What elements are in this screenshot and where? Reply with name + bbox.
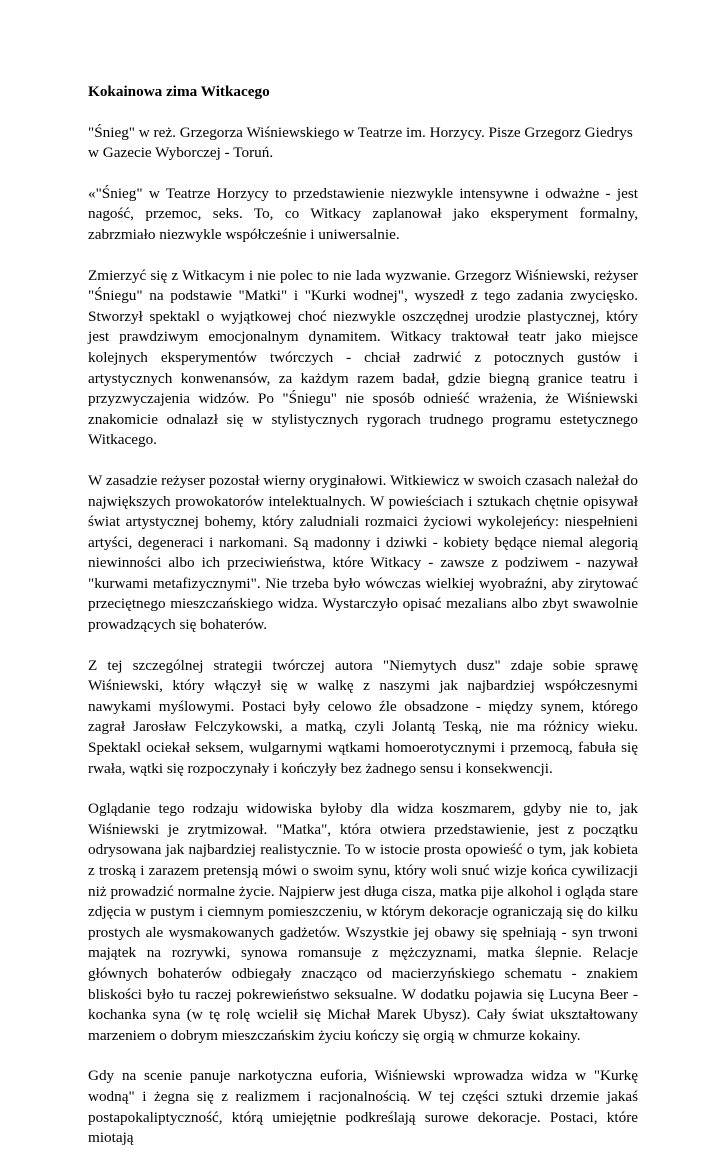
paragraph: Gdy na scenie panuje narkotyczna euforia, Wiśniewski wprowadza widza w "Kurkę wodną" i żegna się z realizmem i racjonalnością. W tej części sztuki drzemie jakaś postapokaliptyczność, którą umiejętnie podkreślają surowe dekoracje. Postaci, które miotają <box>88 1067 638 1147</box>
paragraph: W zasadzie reżyser pozostał wierny oryginałowi. Witkiewicz w swoich czasach należał do największych prowokatorów intelektualnych. W powieściach i sztukach chętnie opisywał świat artystycznej bohemy, który zaludniali rozmaici życiowi wykolejeńcy: niespełnieni artyści, degeneraci i narkomani. Są madonny i dziwki - kobiety będące niemal alegorią niewinności albo ich przeciwieństwa, które Witkacy - zawsze z podziwem - nazywał "kurwami metafizycznymi". Nie trzeba było wówczas wielkiej wyobraźni, aby zirytować przeciętnego mieszczańskiego widza. Wystarczyło opisać mezalians albo zbyt swawolnie prowadzących się bohaterów. <box>88 471 638 634</box>
paragraph: Zmierzyć się z Witkacym i nie polec to nie lada wyzwanie. Grzegorz Wiśniewski, reżyser "Śniegu" na podstawie "Matki" i "Kurki wodnej", wyszedł z tego zadania zwycięsko. Stworzył spektakl o wyjątkowej choć niezwykle oszczędnej urodzie plastycznej, który jest prawdziwym emocjonalnym dynamitem. Witkacy traktował teatr jako miejsce kolejnych eksperymentów twórczych - chciał zadrwić z potocznych gustów i artystycznych konwenansów, za każdym razem badał, gdzie biegną granice teatru i przyzwyczajenia widzów. Po "Śniegu" nie sposób odnieść wrażenia, że Wiśniewski znakomicie odnalazł się w stylistycznych rygorach trudnego programu estetycznego Witkacego. <box>88 266 638 449</box>
article-title: Kokainowa zima Witkacego <box>88 83 270 100</box>
paragraph-intro: «"Śnieg" w Teatrze Horzycy to przedstawienie niezwykle intensywne i odważne - jest nagość, przemoc, seks. To, co Witkacy zaplanował jako eksperyment formalny, zabrzmiało niezwykle współcześnie i uniwersalnie. <box>88 184 638 243</box>
paragraph: Z tej szczególnej strategii twórczej autora "Niemytych dusz" zdaje sobie sprawę Wiśniewski, który włączył się w walkę z naszymi jak najbardziej współczesnymi nawykami myślowymi. Postaci były celowo źle obsadzone - między synem, którego zagrał Jarosław Felczykowski, a matką, czyli Jolantą Teską, nie ma różnicy wieku. Spektakl ociekał seksem, wulgarnymi wątkami homoerotycznymi i przemocą, fabuła się rwała, wątki się rozpoczynały i kończyły bez żadnego sensu i konsekwencji. <box>88 656 638 777</box>
paragraph: Oglądanie tego rodzaju widowiska byłoby dla widza koszmarem, gdyby nie to, jak Wiśniewski je zrytmizował. "Matka", która otwiera przedstawienie, jest z początku odrysowana jak najbardziej realistycznie. To w istocie prosta opowieść o tym, jak kobieta z troską i zarazem pretensją mówi o swoim synu, który woli snuć wizje końca cywilizacji niż prowadzić normalne życie. Najpierw jest długa cisza, matka pije alkohol i ogląda stare zdjęcia w pustym i ciemnym pomieszczeniu, w którym dekoracje ograniczają się do kilku prostych ale wysmakowanych gadżetów. Wszystkie jej obawy się spełniają - syn trwoni majątek na rozrywki, synowa romansuje z mężczyznami, matka ślepnie. Relacje głównych bohaterów odbiegały znacząco od macierzyńskiego schematu - znakiem bliskości było tu raczej pokrewieństwo seksualne. W dodatku pojawia się Lucyna Beer - kochanka syna (w tę rolę wcielił się Michał Marek Ubysz). Cały świat ukształtowany marzeniem o dobrym mieszczańskim życiu kończy się orgią w chmurze kokainy. <box>88 800 638 1044</box>
document-page <box>88 82 638 1169</box>
article-lead: "Śnieg" w reż. Grzegorza Wiśniewskiego w Teatrze im. Horzycy. Pisze Grzegorz Giedrys w Gazecie Wyborczej - Toruń. <box>88 123 633 162</box>
